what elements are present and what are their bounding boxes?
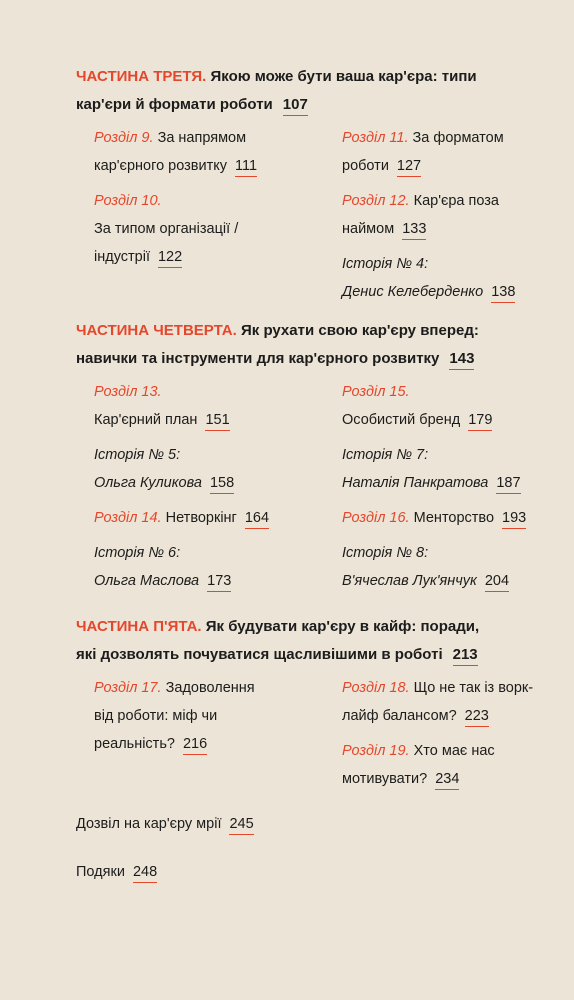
story-6-entry [94, 539, 324, 595]
chapter-17-label: Розділ 17. [94, 680, 162, 696]
part-five-title-line2: які дозволять почуватися щасливішими в роботі [76, 646, 443, 663]
story-6-name: Ольга Маслова [94, 573, 200, 589]
chapter-11-title-line1: За форматом [412, 130, 504, 146]
part-four-left-column [94, 378, 324, 602]
chapter-18-label: Розділ 18. [342, 680, 410, 696]
story-8-page: 204 [485, 571, 509, 592]
chapter-15-page: 179 [468, 410, 492, 431]
story-7-entry [342, 441, 562, 497]
chapter-11-label: Розділ 11. [342, 130, 409, 146]
chapter-17-page: 216 [183, 734, 207, 755]
story-8-name: В'ячеслав Лук'янчук [342, 573, 477, 589]
part-four-page: 143 [449, 349, 474, 370]
acknowledgements-title: Подяки [76, 864, 125, 880]
chapter-16-entry [342, 504, 562, 532]
story-4-label: Історія № 4: [342, 256, 429, 272]
chapter-19-title-line1: Хто має нас [413, 743, 495, 759]
story-4-name: Денис Келеберденко [342, 284, 484, 300]
chapter-12-entry [342, 187, 562, 243]
chapter-11-entry [342, 124, 562, 180]
chapter-11-page: 127 [397, 156, 421, 177]
chapter-18-page: 223 [465, 706, 489, 727]
chapter-17-title-line3: реальність? [94, 736, 175, 752]
chapter-10-label: Розділ 10. [94, 193, 162, 209]
chapter-10-page: 122 [158, 247, 182, 268]
chapter-17-title-line1: Задоволення [165, 680, 255, 696]
chapter-10-title-line2: індустрії [94, 249, 150, 265]
story-7-name: Наталія Панкратова [342, 475, 489, 491]
chapter-10-entry [94, 187, 324, 271]
dream-career-permit-entry [76, 810, 254, 838]
chapter-16-title: Менторство [413, 510, 495, 526]
chapter-19-label: Розділ 19. [342, 743, 410, 759]
chapter-14-page: 164 [245, 508, 269, 529]
part-four-heading [76, 317, 556, 373]
part-five-label: ЧАСТИНА П'ЯТА. [76, 618, 202, 635]
chapter-9-title-line1: За напрямом [157, 130, 247, 146]
story-8-entry [342, 539, 562, 595]
part-three-left-column [94, 124, 324, 278]
part-four-title-line1: Як рухати свою кар'єру вперед: [240, 322, 479, 339]
chapter-17-entry [94, 674, 324, 758]
part-five-left-column [94, 674, 324, 765]
chapter-12-page: 133 [402, 219, 426, 240]
chapter-12-title-line1: Кар'єра поза [413, 193, 499, 209]
story-5-page: 158 [210, 473, 234, 494]
chapter-19-entry [342, 737, 562, 793]
chapter-16-label: Розділ 16. [342, 510, 410, 526]
part-four-label: ЧАСТИНА ЧЕТВЕРТА. [76, 322, 237, 339]
story-8-label: Історія № 8: [342, 545, 429, 561]
part-three-page: 107 [283, 95, 308, 116]
part-three-heading [76, 63, 536, 119]
story-7-label: Історія № 7: [342, 447, 429, 463]
acknowledgements-page: 248 [133, 862, 157, 883]
chapter-14-title: Нетворкінг [165, 510, 237, 526]
chapter-9-title-line2: кар'єрного розвитку [94, 158, 227, 174]
chapter-19-page: 234 [435, 769, 459, 790]
chapter-13-page: 151 [205, 410, 229, 431]
story-5-name: Ольга Куликова [94, 475, 202, 491]
part-three-right-column [342, 124, 562, 313]
chapter-9-label: Розділ 9. [94, 130, 154, 146]
story-5-entry [94, 441, 324, 497]
chapter-16-page: 193 [502, 508, 526, 529]
story-4-page: 138 [491, 282, 515, 303]
part-five-title-line1: Як будувати кар'єру в кайф: поради, [205, 618, 480, 635]
chapter-12-title-line2: наймом [342, 221, 395, 237]
story-5-label: Історія № 5: [94, 447, 181, 463]
chapter-13-entry [94, 378, 324, 434]
story-6-page: 173 [207, 571, 231, 592]
chapter-9-page: 111 [235, 156, 257, 177]
part-four-title-line2: навички та інструменти для кар'єрного розвитку [76, 350, 440, 367]
part-three-title-line1: Якою може бути ваша кар'єра: типи [210, 68, 477, 85]
story-7-page: 187 [496, 473, 520, 494]
chapter-15-title: Особистий бренд [342, 412, 461, 428]
dream-career-permit-title: Дозвіл на кар'єру мрії [76, 816, 222, 832]
chapter-18-title-line1: Що не так із ворк- [413, 680, 534, 696]
chapter-13-label: Розділ 13. [94, 384, 162, 400]
chapter-18-entry [342, 674, 562, 730]
chapter-9-entry [94, 124, 324, 180]
chapter-11-title-line2: роботи [342, 158, 389, 174]
chapter-17-title-line2: від роботи: міф чи [94, 708, 218, 724]
chapter-14-label: Розділ 14. [94, 510, 162, 526]
chapter-10-title-line1: За типом організації / [94, 221, 239, 237]
acknowledgements-entry [76, 858, 157, 886]
chapter-15-entry [342, 378, 562, 434]
part-five-heading [76, 613, 556, 669]
part-five-page: 213 [453, 645, 478, 666]
part-three-title-line2: кар'єри й формати роботи [76, 96, 273, 113]
chapter-14-entry [94, 504, 324, 532]
story-4-entry [342, 250, 562, 306]
part-five-right-column [342, 674, 562, 800]
chapter-13-title: Кар'єрний план [94, 412, 198, 428]
part-four-right-column [342, 378, 562, 602]
chapter-18-title-line2: лайф балансом? [342, 708, 457, 724]
chapter-15-label: Розділ 15. [342, 384, 410, 400]
chapter-19-title-line2: мотивувати? [342, 771, 428, 787]
chapter-12-label: Розділ 12. [342, 193, 410, 209]
story-6-label: Історія № 6: [94, 545, 181, 561]
part-three-label: ЧАСТИНА ТРЕТЯ. [76, 68, 207, 85]
dream-career-permit-page: 245 [229, 814, 253, 835]
